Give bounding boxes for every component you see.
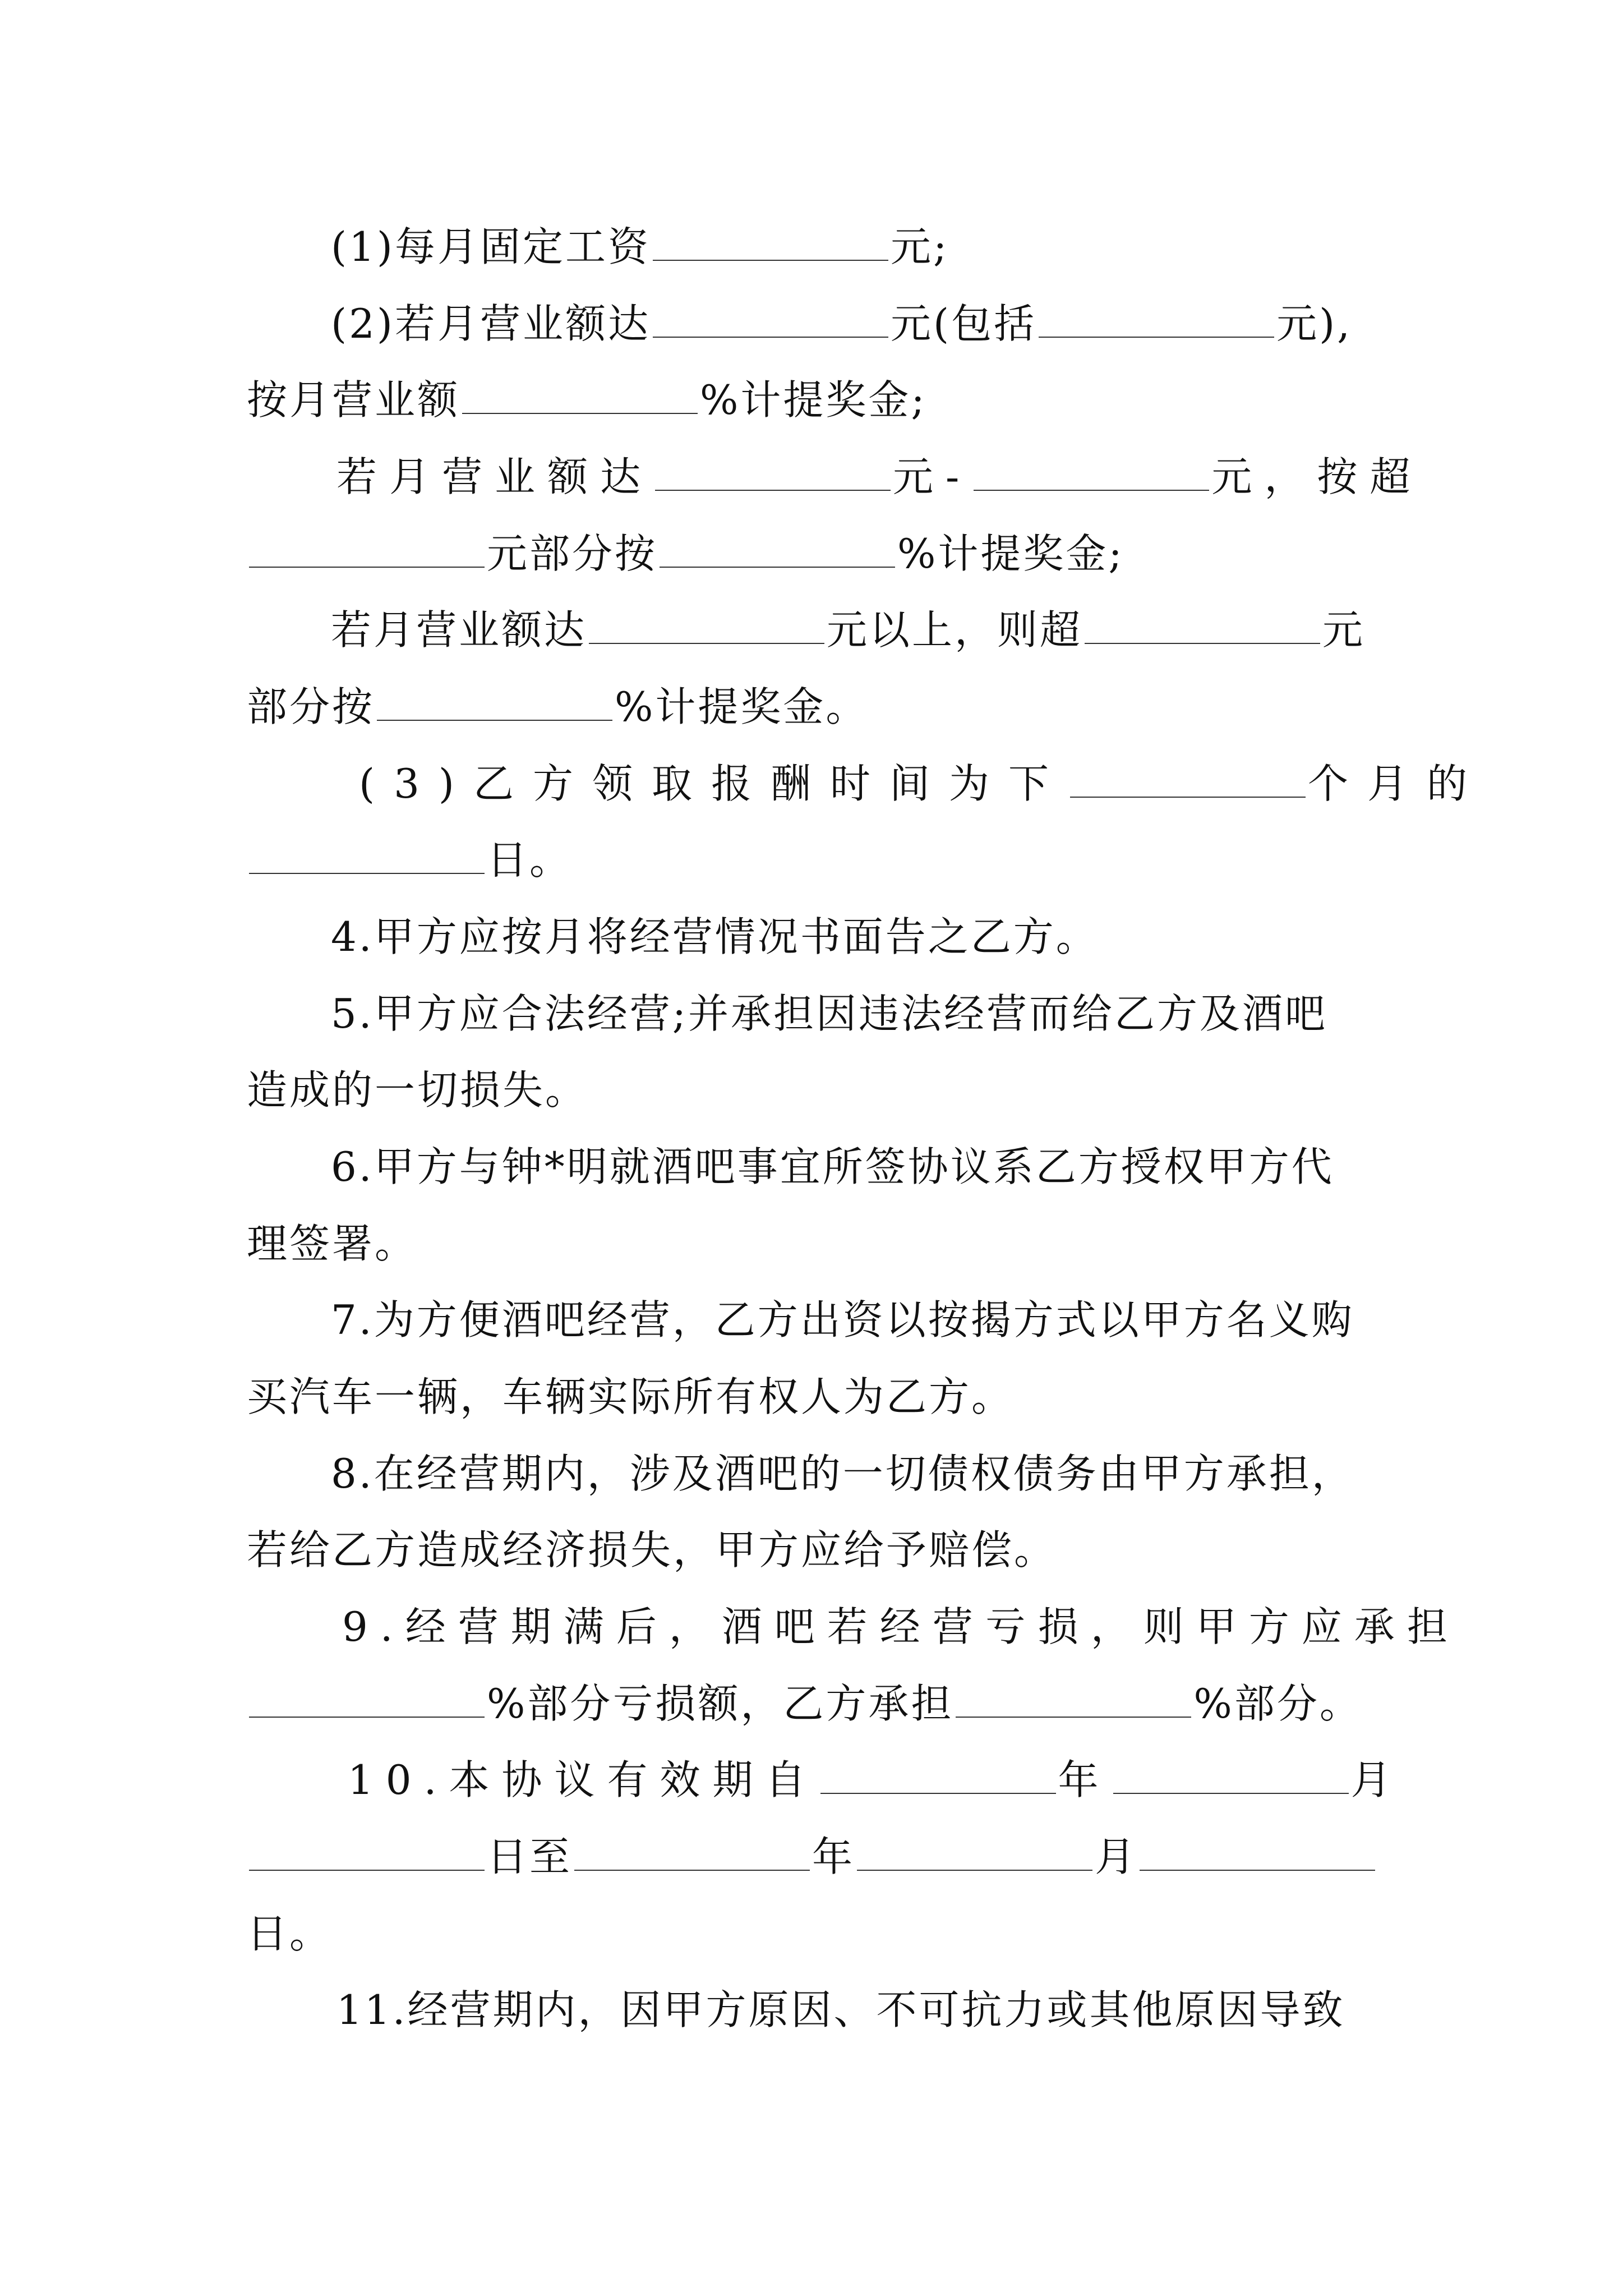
line-text: 年: [1058, 1756, 1111, 1803]
line-text: 月: [1095, 1833, 1138, 1880]
line-text: %部分。: [1193, 1680, 1362, 1727]
line-text: 7.为方便酒吧经营，乙方出资以按揭方式以甲方名义购: [331, 1296, 1354, 1343]
text-line: [348, 1749, 1492, 1811]
line-text: 月: [1350, 1756, 1404, 1803]
line-text: 元: [1322, 606, 1366, 654]
text-line: [331, 293, 1475, 355]
line-text: 造成的一切损失。: [247, 1066, 588, 1114]
fill-blank[interactable]: [377, 679, 612, 721]
line-text: (2)若月营业额达: [331, 300, 651, 347]
line-text: %计提奖金。: [615, 683, 869, 730]
text-line: [336, 1979, 1481, 2041]
fill-blank[interactable]: [462, 372, 698, 414]
fill-blank[interactable]: [655, 449, 891, 491]
fill-blank[interactable]: [1140, 1829, 1375, 1871]
text-line: [247, 1673, 1391, 1734]
line-text: 理签署。: [247, 1220, 418, 1267]
line-text: 日。: [487, 836, 573, 884]
line-text: 日。: [247, 1910, 333, 1957]
line-text: 按月营业额: [247, 376, 460, 424]
fill-blank[interactable]: [1113, 1752, 1349, 1794]
text-line: [331, 983, 1475, 1045]
line-text: %计提奖金;: [700, 376, 927, 424]
fill-blank[interactable]: [1070, 756, 1306, 798]
line-text: 若月营业额达: [331, 606, 587, 654]
fill-blank[interactable]: [660, 526, 895, 568]
text-line: [359, 753, 1503, 815]
text-line: [331, 599, 1475, 661]
line-text: 部分按: [247, 683, 375, 730]
line-text: 元，按超: [1211, 453, 1423, 500]
text-line: [331, 1443, 1475, 1504]
text-line: [331, 906, 1475, 968]
text-line: [342, 1596, 1486, 1658]
fill-blank[interactable]: [974, 449, 1209, 491]
line-text: 5.甲方应合法经营;并承担因违法经营而给乙方及酒吧: [331, 990, 1327, 1037]
text-line: [247, 1826, 1391, 1888]
line-text: 6.甲方与钟*明就酒吧事宜所签协议系乙方授权甲方代: [331, 1143, 1334, 1190]
fill-blank[interactable]: [1039, 296, 1274, 338]
fill-blank[interactable]: [249, 1829, 485, 1871]
text-line: [247, 676, 1391, 738]
fill-blank[interactable]: [249, 526, 485, 568]
line-text: 个月的: [1308, 760, 1487, 807]
line-text: 元以上，则超: [827, 606, 1083, 654]
text-line: [247, 523, 1391, 585]
line-text: 11.经营期内，因甲方原因、不可抗力或其他原因导致: [336, 1986, 1345, 2033]
fill-blank[interactable]: [574, 1829, 810, 1871]
fill-blank[interactable]: [820, 1752, 1056, 1794]
line-text: 元),: [1276, 300, 1353, 347]
text-line: [331, 1289, 1475, 1351]
line-text: 4.甲方应按月将经营情况书面告之乙方。: [331, 913, 1099, 960]
line-text: 日至: [487, 1833, 573, 1880]
line-text: 买汽车一辆，车辆实际所有权人为乙方。: [247, 1373, 1015, 1420]
fill-blank[interactable]: [653, 296, 888, 338]
fill-blank[interactable]: [857, 1829, 1092, 1871]
fill-blank[interactable]: [589, 602, 824, 644]
text-line: [247, 1519, 1391, 1581]
text-line: [331, 1136, 1475, 1198]
line-text: %计提奖金;: [897, 530, 1124, 577]
fill-blank[interactable]: [249, 1676, 485, 1718]
line-text: 年: [812, 1833, 855, 1880]
line-text: 若给乙方造成经济损失，甲方应给予赔偿。: [247, 1526, 1057, 1573]
line-text: %部分亏损额，乙方承担: [487, 1680, 954, 1727]
line-text: 元部分按: [487, 530, 658, 577]
fill-blank[interactable]: [956, 1676, 1191, 1718]
text-line: [247, 829, 1391, 891]
line-text: 元;: [891, 223, 949, 270]
line-text: 若月营业额达: [336, 453, 653, 500]
text-line: [247, 1059, 1391, 1121]
text-line: [247, 1213, 1391, 1274]
line-text: (3)乙方领取报酬时间为下: [359, 760, 1068, 807]
line-text: (1)每月固定工资: [331, 223, 651, 270]
line-text: 9.经营期满后，酒吧若经营亏损，则甲方应承担: [342, 1603, 1460, 1650]
text-line: [247, 1366, 1391, 1428]
line-text: 10.本协议有效期自: [348, 1756, 818, 1803]
line-text: 元(包括: [891, 300, 1037, 347]
text-line: [336, 446, 1481, 508]
text-line: [247, 1903, 1391, 1964]
fill-blank[interactable]: [249, 832, 485, 874]
fill-blank[interactable]: [1085, 602, 1320, 644]
fill-blank[interactable]: [653, 219, 888, 261]
line-text: 元-: [893, 453, 972, 500]
text-line: [331, 216, 1475, 278]
text-line: [247, 369, 1391, 431]
line-text: 8.在经营期内，涉及酒吧的一切债权债务由甲方承担，: [331, 1450, 1354, 1497]
